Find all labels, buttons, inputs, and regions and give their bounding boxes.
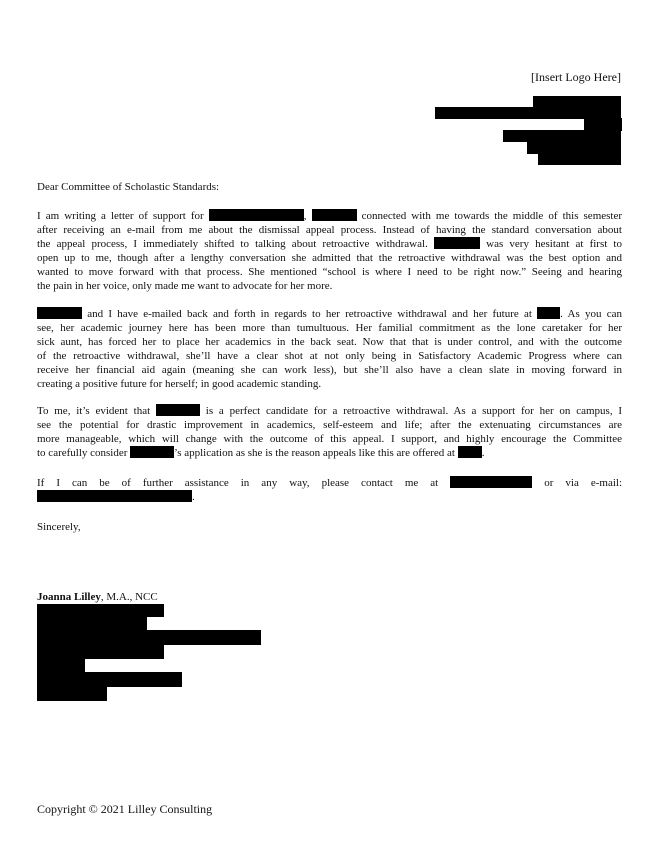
text-line: and I have e-mailed back and forth in regards to her retroactive withdrawal and her future at . As you can bbox=[37, 307, 622, 321]
text-line: more manageable, which will change with the outcome of this appeal. I support, and highly encourage the Committee bbox=[37, 433, 622, 445]
redacted-text bbox=[434, 237, 480, 249]
text-line: creating a positive future for herself; in good academic standing. bbox=[37, 378, 322, 390]
text-line: receive her financial aid again (meaning she can work less), but she’ll also have a clean slate in moving forward in bbox=[37, 364, 622, 376]
text-line: the appeal process, I immediately shifted to talking about retroactive withdrawal. was very hesitant at first to bbox=[37, 238, 622, 250]
paragraph-3 bbox=[37, 404, 622, 460]
signature-line bbox=[37, 591, 158, 603]
redacted-email bbox=[37, 490, 192, 502]
paragraph-2 bbox=[37, 307, 622, 391]
redacted-text bbox=[537, 307, 560, 319]
text-line: after receiving an e-mail from me about the dismissal appeal process. Instead of having the standard conversation about bbox=[37, 224, 622, 236]
redacted-text bbox=[37, 307, 82, 319]
signer-name: Joanna Lilley bbox=[37, 591, 101, 603]
signer-credentials: , M.A., NCC bbox=[100, 591, 158, 603]
redacted-contact-line bbox=[37, 616, 147, 631]
redacted-contact-line bbox=[37, 672, 182, 687]
redacted-contact-line bbox=[37, 630, 261, 645]
redacted-text bbox=[209, 209, 304, 221]
redacted-contact-line bbox=[37, 658, 85, 673]
redacted-text bbox=[130, 446, 174, 458]
text-line: If I can be of further assistance in any way, please contact me at or via e-mail: bbox=[37, 477, 622, 489]
text-line: see, her academic journey here has been more than tumultuous. Her familial commitment as the lone caretaker for her bbox=[37, 322, 622, 334]
paragraph-4 bbox=[37, 476, 622, 504]
text-line: see the potential for drastic improvement in academics, self-esteem and life; after the extenuating circumstances are bbox=[37, 419, 622, 431]
redacted-text bbox=[458, 446, 482, 458]
copyright-footer: Copyright © 2021 Lilley Consulting bbox=[37, 802, 213, 816]
text-line: . bbox=[37, 490, 622, 504]
text-line: open up to me, though after a lengthy conversation she admitted that the retroactive withdrawal was the best option and bbox=[37, 252, 622, 264]
redacted-text bbox=[156, 404, 200, 416]
paragraph-1 bbox=[37, 209, 622, 293]
closing: Sincerely, bbox=[37, 521, 81, 533]
text-line: To me, it’s evident that is a perfect candidate for a retroactive withdrawal. As a support for her on campus, I bbox=[37, 405, 623, 417]
redacted-contact-line bbox=[37, 686, 107, 701]
text-line: the pain in her voice, only made me want to advocate for her more. bbox=[37, 280, 333, 292]
redacted-text bbox=[312, 209, 357, 221]
redacted-contact-line bbox=[37, 644, 164, 659]
text-line: sick aunt, has forced her to place her academics in the back seat. Now that that is under control, and with the outcome bbox=[37, 336, 622, 348]
text-line: of the retroactive withdrawal, she’ll have a clear shot at not only being in Satisfactory Academic Progress where can bbox=[37, 350, 622, 362]
text-line: I am writing a letter of support for , connected with me towards the middle of this semester bbox=[37, 210, 623, 222]
redacted-address-line bbox=[538, 153, 621, 165]
text-line: to carefully consider ’s application as she is the reason appeals like this are offered at . bbox=[37, 447, 485, 459]
redacted-phone bbox=[450, 476, 532, 488]
text-line: wanted to move forward with that process. She mentioned “school is where I need to be right now.” Seeing and hearing bbox=[37, 266, 622, 278]
logo-placeholder: [Insert Logo Here] bbox=[531, 70, 621, 84]
salutation: Dear Committee of Scholastic Standards: bbox=[37, 181, 220, 193]
